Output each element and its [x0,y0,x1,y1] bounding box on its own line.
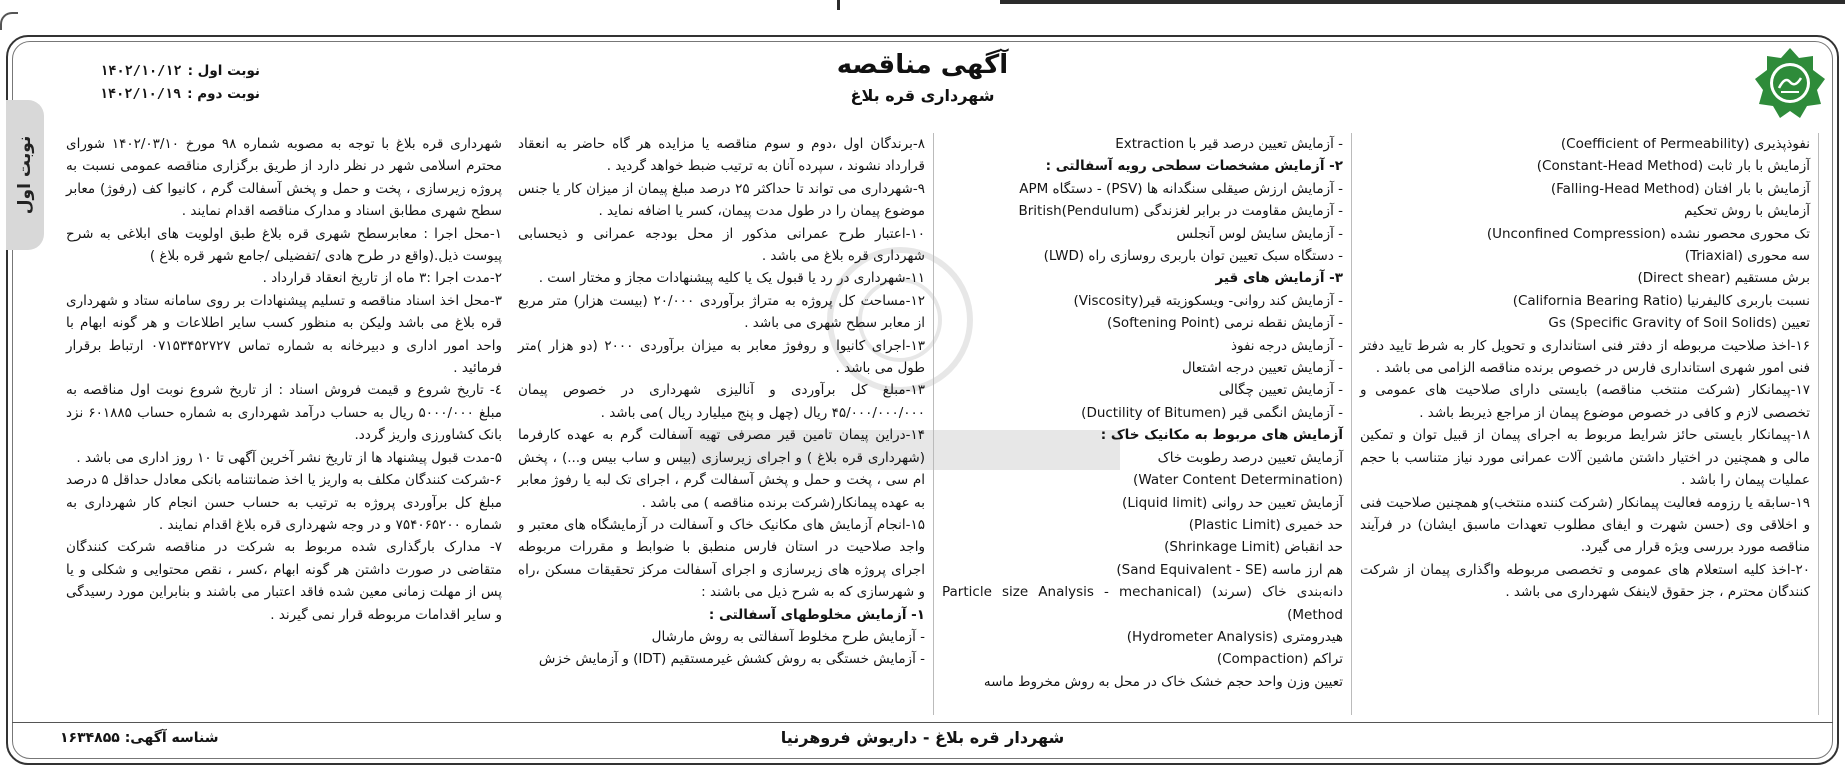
corner-ornament [0,12,18,30]
col3-line: حد خمیری (Plastic Limit) [1188,516,1343,533]
col3-heading: آزمایش های مربوط به مکانیک خاک : [1100,427,1343,444]
col4-line: نفوذپذیری (Coefficient of Permeability) [1560,136,1810,152]
col4-clause: ۱۹-سابقه یا رزومه فعالیت پیمانکار (شرکت کننده منتخب)و همچنین صلاحیت فنی و اخلاقی وی (حسن شهرت و ایفای مطلوب تعهدات ماسبق ایشان) در فرآیند مناقصه مورد بررسی ویژه قرار می گیرد. [1360,494,1810,556]
col1-clause: ۱-محل اجرا : معابرسطح شهری قره بلاغ طبق اولویت های ابلاغی به شرح پیوست ذیل.(واقع در طرح هادی /تفضیلی /جامع شهر قره بلاغ ) [66,225,502,265]
col3-line: - آزمایش تعیین درصد قیر با Extraction [1115,136,1343,152]
turn-side-tab-box [6,100,44,250]
col2-clause: ۱۵-انجام آزمایش های مکانیک خاک و آسفالت در آزمایشگاه های معتبر و واجد صلاحیت در استان فارس منطبق با ضوابط و مقررات مربوطه اجرای پروژه های زیرسازی و اجرای آسفالت مرکز تحقیقات مسکن ،راه و شهرسازی که به شرح ذیل می باشند : [518,516,925,601]
col2-clause: ۱۰-اعتبار طرح عمرانی مذکور از محل بودجه عمرانی و ذیحسابی شهرداری قره بلاغ می باشد . [518,225,925,265]
col2-clause: ۱۲-مساحت کل پروژه به متراژ برآوردی ۲۰/۰۰۰ (بیست هزار) متر مربع از معابر سطح شهری می باشد . [518,292,926,332]
col2-clause: ۸-برندگان اول ،دوم و سوم مناقصه یا مزایده هر گاه حاضر به انعقاد قرارداد نشوند ، سپرده آنان به ترتیب ضبط خواهد گردید . [518,136,925,175]
col4-clause: ۱۸-پیمانکار بایستی حائز شرایط مربوط به اجرای پیمان از قبیل توان و تمکین مالی و همچنین در اختیار داشتن ماشین آلات عمرانی مورد نیاز متناسب با حجم عملیات پیمان را باشد . [1360,427,1810,489]
col2-clause: ۹-شهرداری می تواند تا حداکثر ۲۵ درصد مبلغ پیمان از میزان کار یا جنس موضوع پیمان را در طول مدت پیمان، کسر یا اضافه نماید . [518,180,925,220]
col4-line: سه محوری (Triaxial) [1684,248,1810,265]
col2-clause: ۱۳-مبلغ کل برآوردی و آنالیزی شهرداری در خصوص پیمان ۴۵/۰۰۰/۰۰۰/۰۰۰ ریال (چهل و پنج میلیارد ریال )می باشد . [518,382,925,421]
col4-line: آزمایش با روش تحکیم [1684,203,1810,220]
col1-clause: ۵-مدت قبول پیشنهاد ها از تاریخ نشر آخرین آگهی تا ۱۰ روز اداری می باشد . [76,449,502,466]
second-turn-row [60,83,260,106]
col2-line: - آزمایش خستگی به روش کشش غیرمستقیم (IDT) و آزمایش خزش [538,651,925,668]
col2-clause: ۱۴-دراین پیمان تامین قیر مصرفی تهیه آسفالت گرم به عهده کارفرما (شهرداری قره بلاغ ) و اجرای زیرسازی (بیس و ساب بیس و...) ، پخش ام سی ، پخت و حمل و پخش آسفالت گرم ، اجرای تک لبه یا رفوژ معابر به عهده پیمانکار(شرکت برنده مناقصه ) می باشد . [518,427,925,511]
turn-side-tab [6,100,44,250]
col4-line: آزمایش با بار ثابت (Constant-Head Method) [1536,158,1810,175]
notice-columns [58,133,1819,715]
top-border-line [1000,0,1845,4]
col3-line: حد انقباض (Shrinkage Limit) [1164,539,1343,556]
col4-line: نسبت باربری کالیفرنیا (California Bearing Ratio) [1512,292,1810,309]
col3-line: - دستگاه سبک تعیین توان باربری روسازی راه (LWD) [1043,248,1343,265]
col1-clause: ٤- تاریخ شروع و قیمت فروش اسناد : از تاریخ شروع نوبت اول مناقصه به مبلغ ۵۰۰۰/۰۰۰ ریال به حساب درآمد شهرداری به شماره حساب ۶۰۱۸۸۵ نزد بانک کشاورزی واریز گردد. [66,382,502,444]
col1-clause: ۲-مدت اجرا :۳ ماه از تاریخ انعقاد قرارداد . [262,270,502,287]
col3-line: (Water Content Determination) [1133,472,1343,489]
turn-side-tab-label: نوبت اول [14,135,35,215]
col3-heading: ۳- آزمایش های قیر [1215,270,1343,287]
col3-line: - آزمایش ارزش صیقلی سنگدانه ها (PSV) - دستگاه APM [1019,180,1343,197]
column-4 [1352,133,1819,715]
second-turn-label: نوبت دوم : [187,86,260,102]
col3-line: هم ارز ماسه (Sand Equivalent - SE) [1116,561,1343,578]
notice-header [0,50,1845,105]
col1-clause: ۷- مدارک بارگذاری شده مربوط به شرکت در مناقصه شرکت کنندگان متقاضی در صورت داشتن هر گونه ابهام ،کسر ، نقص محتوایی و شکلی و یا پس از مهلت زمانی معین شده فاقد اعتبار می باشند و بنابراین مورد رسیدگی و سایر اقدامات مربوطه قرار نمی گیرند . [66,539,502,623]
col2-clause: ۱۳-اجرای کانیوا و روفوژ معابر به میزان برآوردی ۲۰۰۰ (دو هزار )متر طول می باشد . [518,337,926,377]
col4-clause: ۱۷-پیمانکار (شرکت منتخب مناقصه) بایستی دارای صلاحیت های عمومی و تخصصی لازم و کافی در خصوص موضوع پیمان از مراجع ذیربط باشد . [1360,382,1810,421]
col3-line: - آزمایش تعیین درجه اشتعال [1182,360,1343,377]
first-turn-row [60,60,260,83]
col3-heading: ۲- آزمایش مشخصات سطحی رویه آسفالتی : [1045,158,1343,175]
mayor-signature: شهردار قره بلاغ - داریوش فروهرنیا [780,728,1065,747]
col3-line: - آزمایش تعیین چگالی [1218,382,1343,399]
top-border-tick [837,0,840,10]
publication-turns [60,60,260,106]
notice-id: شناسه آگهی: ۱۶۳۴۸۵۵ [60,730,219,746]
first-turn-date: ۱۴۰۲/۱۰/۱۲ [100,63,182,79]
footer-divider [12,722,1833,723]
second-turn-date: ۱۴۰۲/۱۰/۱۹ [99,86,182,102]
col3-line: - آزمایش کند روانی- ویسکوزیته قیر(Viscosity) [1073,292,1343,309]
col3-line: آزمایش تعیین درصد رطوبت خاک [1157,449,1343,466]
col2-heading: ۱- آزمایش مخلوطهای آسفالتی : [708,606,925,623]
col3-line: - آزمایش نقطه نرمی (Softening Point) [1107,315,1343,332]
col3-line: تعیین وزن واحد حجم خشک خاک در محل به روش مخروط ماسه [983,673,1343,690]
col3-line: - آزمایش سایش لوس آنجلس [1176,225,1343,242]
col4-line: تعیین Gs (Specific Gravity of Soil Solids) [1548,315,1810,332]
col1-clause: ۳-محل اخذ اسناد مناقصه و تسلیم پیشنهادات بر روی سامانه ستاد و شهرداری قره بلاغ می باشد ولیکن به منظور کسب سایر اطلاعات و هر گونه ابهام با واحد امور اداری و دبیرخانه به شماره تماس ۰۷۱۵۳۴۵۲۷۲۷ ارتباط برقرار فرمائید . [66,292,502,377]
col4-line: آزمایش با بار افتان (Falling-Head Method) [1550,180,1810,197]
col3-line: آزمایش تعیین حد روانی (Liquid limit) [1122,494,1343,511]
col3-line: - آزمایش مقاومت در برابر لغزندگی British(Pendulum) [1018,203,1343,220]
col3-line: تراکم (Compaction) [1216,651,1343,668]
column-1 [58,133,510,715]
column-2 [510,133,934,715]
col2-clause: ۱۱-شهرداری در رد یا قبول یک یا کلیه پیشنهادات مجاز و مختار است . [538,270,925,287]
col3-line: دانه‌بندی خاک (سرند) (Particle size Analysis - mechanical Method) [942,584,1343,623]
col1-intro: شهرداری قره بلاغ با توجه به مصوبه شماره ۹۸ مورخ ۱۴۰۲/۰۳/۱۰ شورای محترم اسلامی شهر در نظر دارد از طریق برگزاری مناقصه عمومی نسبت به پروژه زیرسازی ، پخت و حمل و پخش آسفالت گرم ، کانیوا کف (رفوژ) معابر سطح شهری مطابق اسناد و مدارک مناقصه اقدام نمایند . [66,136,502,220]
first-turn-label: نوبت اول : [187,63,260,79]
col1-clause: ۶-شرکت کنندگان مکلف به واریز یا اخذ ضمانتنامه بانکی معادل حداقل ۵ درصد مبلغ کل برآوردی پروژه به ترتیب به حساب حسن انجام کار شهرداری به شماره ۷۵۴۰۶۵۲۰۰ و در وجه شهرداری قره بلاغ اقدام نمایند . [66,472,502,533]
col4-line: برش مستقیم (Direct shear) [1637,270,1810,287]
col3-line: هیدرومتری (Hydrometer Analysis) [1126,628,1343,645]
col2-line: - آزمایش طرح مخلوط آسفالتی به روش مارشال [651,628,925,645]
col4-clause: ۲۰-اخذ کلیه استعلام های عمومی و تخصصی مربوطه واگذاری پیمان از شرکت کنندگان محترم ، جز حقوق لاینفک شهرداری می باشد . [1360,561,1810,601]
col3-line: - آزمایش انگمی قیر (Ductility of Bitumen) [1081,404,1343,421]
notice-title: آگهی مناقصه [836,50,1009,80]
col3-line: - آزمایش درجه نفوذ [1230,337,1343,354]
col4-clause: ۱۶-اخذ صلاحیت مربوطه از دفتر فنی استانداری و تحویل کار به شرط تایید دفتر فنی امور شهری استانداری فارس در خصوص برنده مناقصه الزامی می باشد . [1360,337,1810,377]
notice-subtitle: شهرداری قره بلاغ [850,86,995,105]
column-3 [934,133,1352,715]
col4-line: تک محوری محصور نشده (Unconfined Compression) [1486,225,1810,242]
